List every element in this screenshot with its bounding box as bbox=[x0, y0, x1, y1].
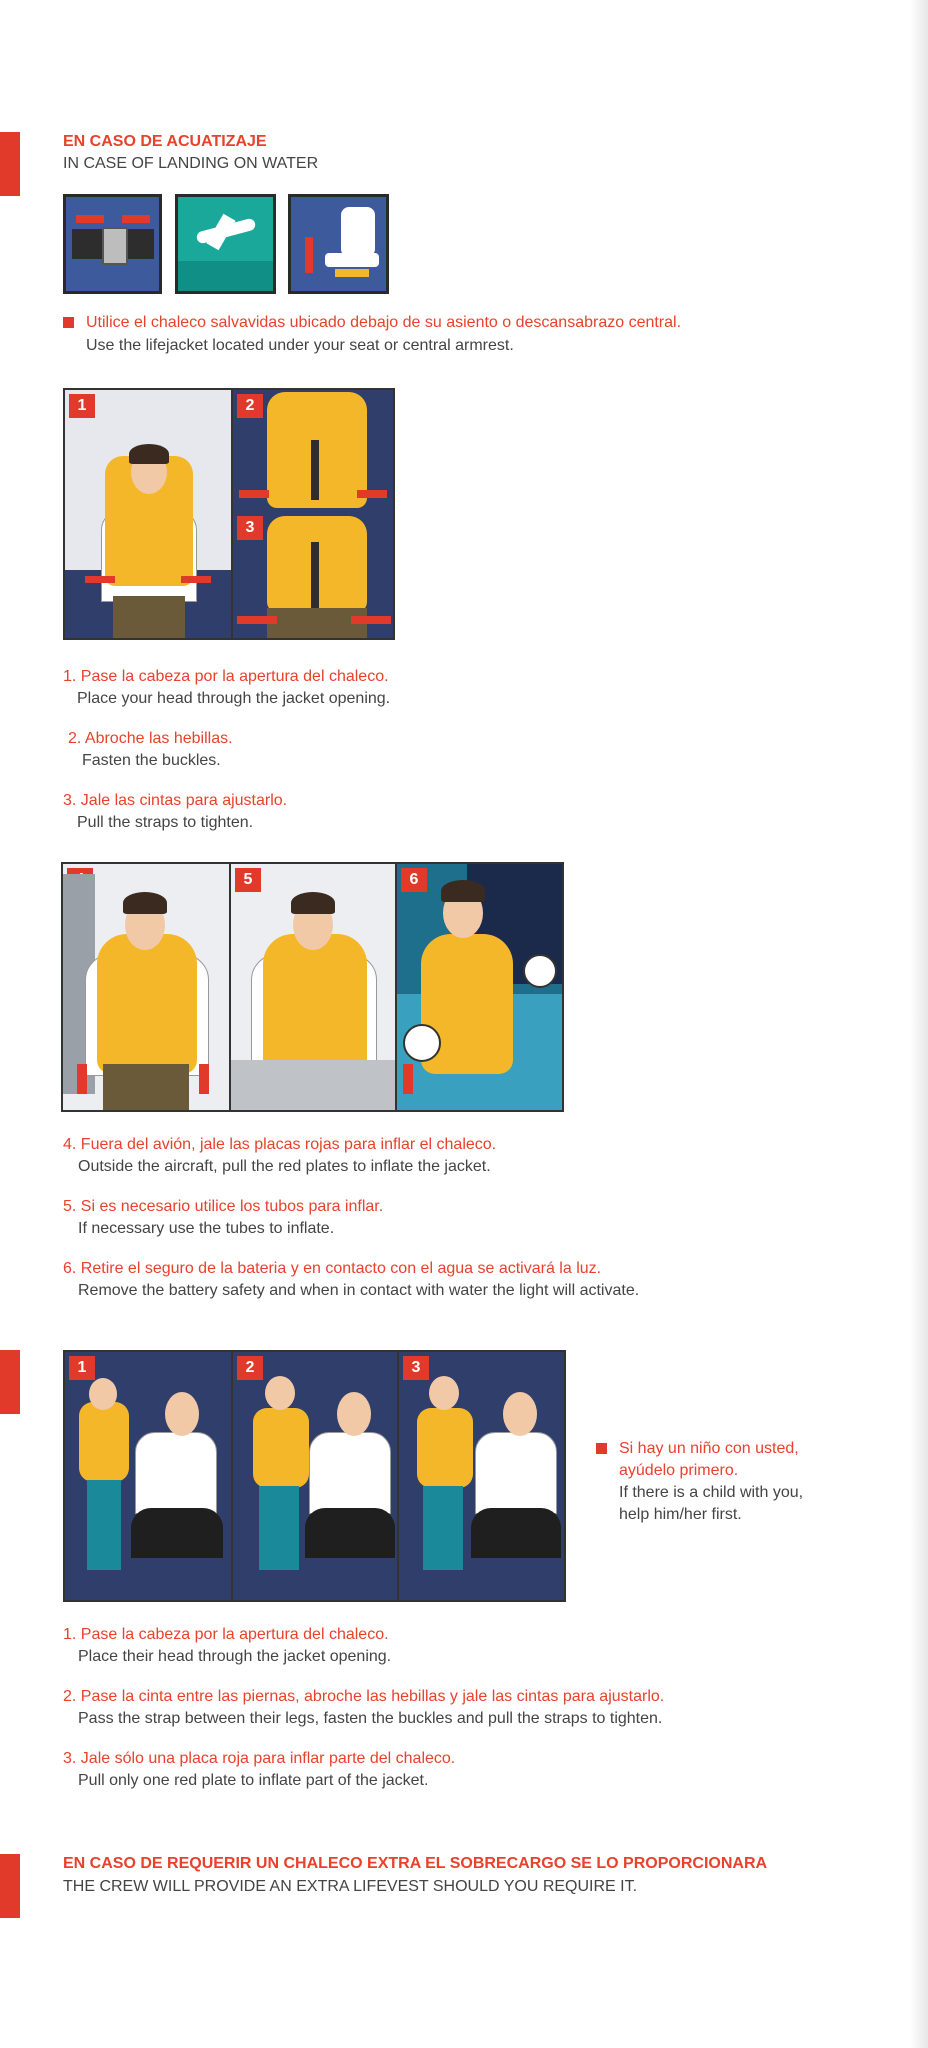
step-a2-es: 2. Abroche las hebillas. bbox=[68, 730, 233, 747]
panel-number: 6 bbox=[401, 868, 427, 892]
panel-c3 bbox=[397, 1352, 566, 1600]
step-a1-es: 1. Pase la cabeza por la apertura del chaleco. bbox=[63, 668, 389, 685]
child-note-en-2: help him/her first. bbox=[619, 1506, 742, 1523]
child-note-es-1: Si hay un niño con usted, bbox=[619, 1440, 799, 1457]
step-a3-es: 3. Jale las cintas para ajustarlo. bbox=[63, 792, 288, 809]
panel-5 bbox=[229, 864, 397, 1110]
section-title-es: EN CASO DE ACUATIZAJE bbox=[63, 133, 267, 150]
intro-en: Use the lifejacket located under your seat or central armrest. bbox=[86, 337, 514, 354]
step-c3-es: 3. Jale sólo una placa roja para inflar parte del chaleco. bbox=[63, 1750, 456, 1767]
section-title-en: IN CASE OF LANDING ON WATER bbox=[63, 155, 319, 172]
child-lifejacket-illustration bbox=[63, 1350, 566, 1602]
footer-title-en: THE CREW WILL PROVIDE AN EXTRA LIFEVEST SHOULD YOU REQUIRE IT. bbox=[63, 1878, 638, 1895]
panel-6 bbox=[395, 864, 564, 1110]
step-a1-en: Place your head through the jacket opening. bbox=[77, 690, 391, 707]
step-c2-en: Pass the strap between their legs, fasten the buckles and pull the straps to tighten. bbox=[78, 1710, 663, 1727]
child-note-en-1: If there is a child with you, bbox=[619, 1484, 804, 1501]
panel-number: 2 bbox=[237, 394, 263, 418]
step-c3-en: Pull only one red plate to inflate part of the jacket. bbox=[78, 1772, 429, 1789]
light-icon bbox=[523, 954, 557, 988]
panel-number: 1 bbox=[69, 1356, 95, 1380]
panel-c2 bbox=[231, 1352, 399, 1600]
step-b4-es: 4. Fuera del avión, jale las placas rojas para inflar el chaleco. bbox=[63, 1136, 497, 1153]
section-marker bbox=[0, 1350, 20, 1414]
bullet-square-icon bbox=[596, 1443, 607, 1454]
seat-cushion-icon bbox=[288, 194, 389, 294]
intro-text bbox=[63, 312, 681, 334]
page-edge-shadow bbox=[910, 0, 928, 2048]
panel-3 bbox=[231, 512, 395, 638]
intro-es: Utilice el chaleco salvavidas ubicado debajo de su asiento o descansabrazo central. bbox=[86, 314, 682, 331]
panel-number: 3 bbox=[237, 516, 263, 540]
child-note-es-2: ayúdelo primero. bbox=[619, 1462, 739, 1479]
step-b5-es: 5. Si es necesario utilice los tubos para inflar. bbox=[63, 1198, 384, 1215]
step-a3-en: Pull the straps to tighten. bbox=[77, 814, 254, 831]
step-c1-es: 1. Pase la cabeza por la apertura del chaleco. bbox=[63, 1626, 389, 1643]
step-c2-es: 2. Pase la cinta entre las piernas, abroche las hebillas y jale las cintas para ajustarlo. bbox=[63, 1688, 665, 1705]
airplane-water-icon bbox=[175, 194, 276, 294]
step-c1-en: Place their head through the jacket opening. bbox=[78, 1648, 392, 1665]
lifejacket-illustration-b bbox=[61, 862, 564, 1112]
section-marker bbox=[0, 1854, 20, 1918]
panel-number: 1 bbox=[69, 394, 95, 418]
panel-number: 5 bbox=[235, 868, 261, 892]
battery-icon bbox=[403, 1024, 441, 1062]
child-note bbox=[596, 1438, 803, 1526]
step-b6-en: Remove the battery safety and when in contact with water the light will activate. bbox=[78, 1282, 640, 1299]
lifejacket-illustration-a bbox=[63, 388, 395, 640]
section-marker bbox=[0, 132, 20, 196]
panel-c1 bbox=[65, 1352, 231, 1600]
step-b4-en: Outside the aircraft, pull the red plates to inflate the jacket. bbox=[78, 1158, 491, 1175]
panel-4 bbox=[63, 864, 229, 1110]
step-b5-en: If necessary use the tubes to inflate. bbox=[78, 1220, 335, 1237]
panel-1 bbox=[65, 390, 231, 638]
panel-2 bbox=[231, 390, 395, 514]
step-a2-en: Fasten the buckles. bbox=[82, 752, 221, 769]
footer-title-es: EN CASO DE REQUERIR UN CHALECO EXTRA EL SOBRECARGO SE LO PROPORCIONARA bbox=[63, 1855, 768, 1872]
step-b6-es: 6. Retire el seguro de la bateria y en contacto con el agua se activará la luz. bbox=[63, 1260, 602, 1277]
bullet-square-icon bbox=[63, 317, 74, 328]
panel-number: 3 bbox=[403, 1356, 429, 1380]
seatbelt-icon bbox=[63, 194, 162, 294]
panel-number: 2 bbox=[237, 1356, 263, 1380]
